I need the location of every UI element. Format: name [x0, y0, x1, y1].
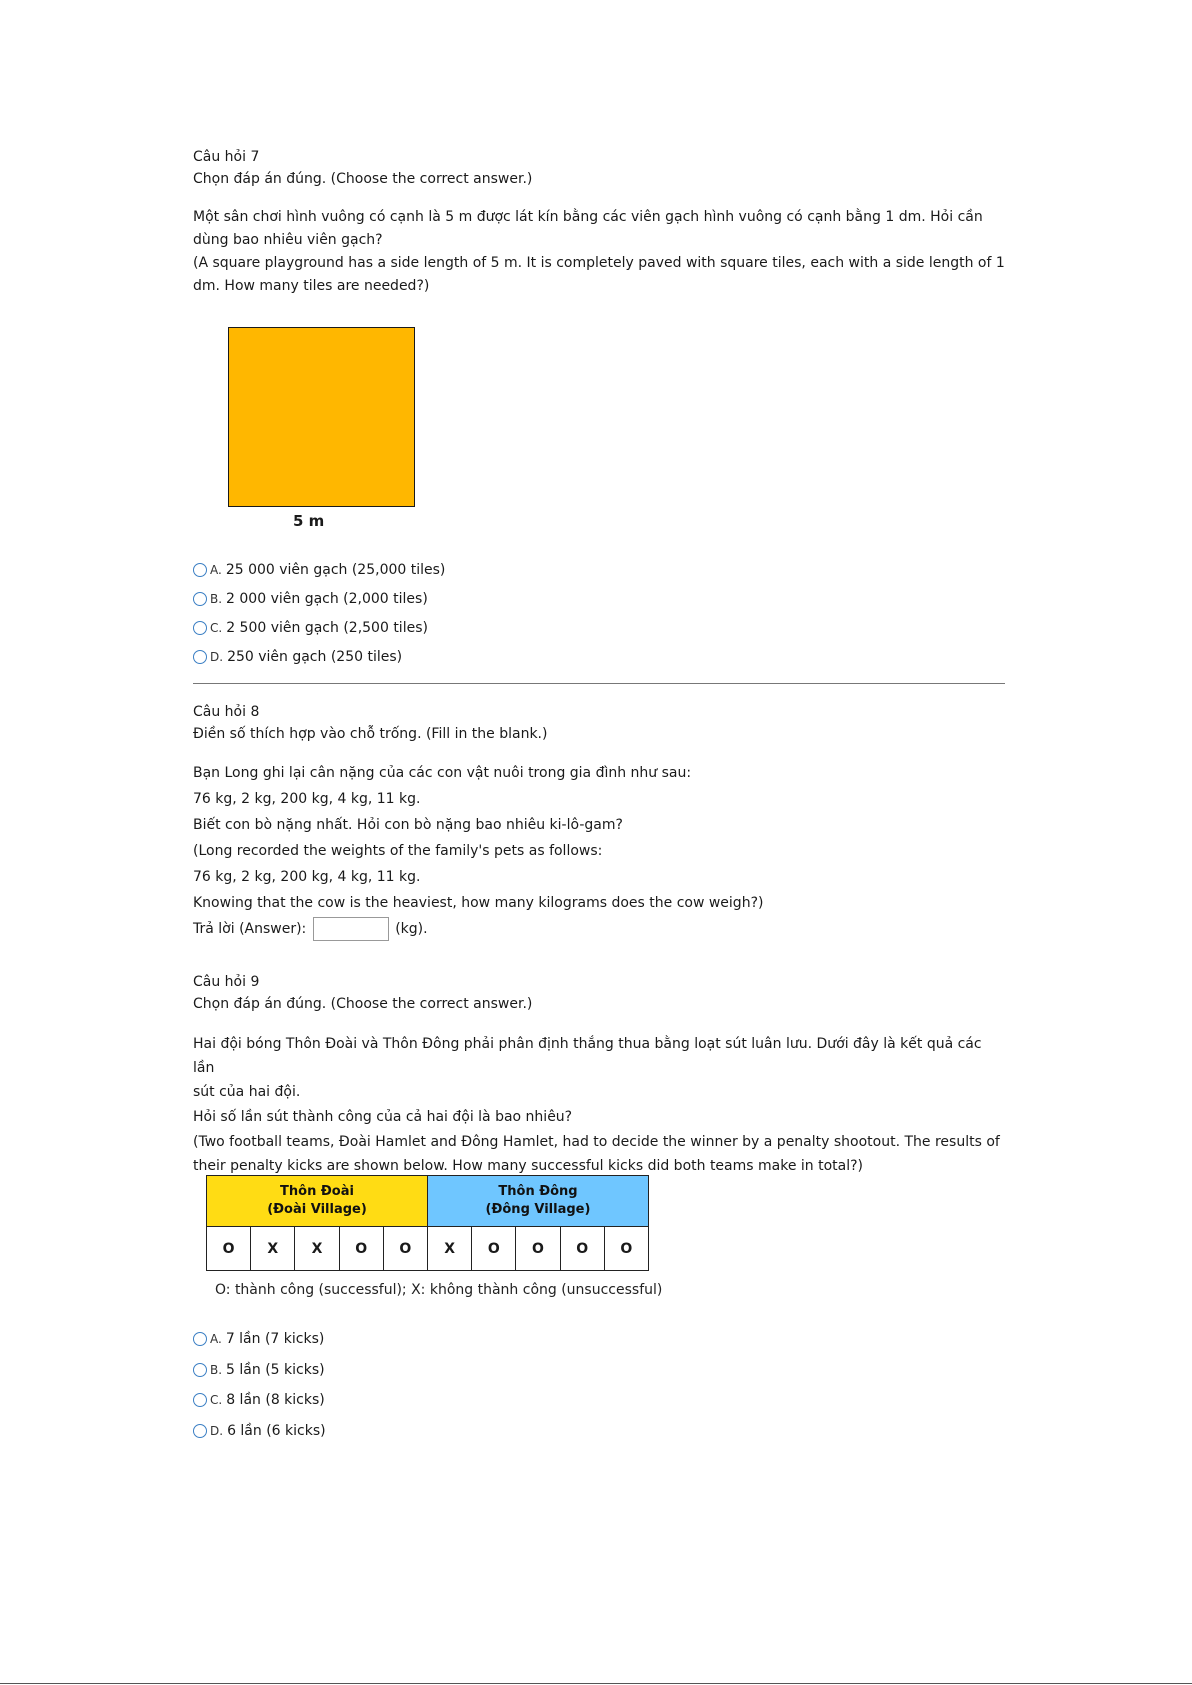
question-9-options [193, 1324, 326, 1446]
radio-icon[interactable] [193, 650, 207, 664]
question-7-instruction: Chọn đáp án đúng. (Choose the correct answer.) [193, 171, 533, 187]
question-7-option-d[interactable] [193, 642, 445, 671]
option-text: 8 lần (8 kicks) [226, 1392, 325, 1409]
question-7-text [193, 206, 1005, 298]
question-8 [193, 701, 1005, 745]
question-9-text-vi-line-1: Hai đội bóng Thôn Đoài và Thôn Đông phải phân định thắng thua bằng loạt sút luân lưu. Dưới đây là kết quả các lần [193, 1036, 982, 1076]
question-7-text-en-line-1: (A square playground has a side length of 5 m. It is completely paved with square tiles, each with a side length of 1 [193, 255, 1005, 271]
team-dong-header [428, 1176, 649, 1227]
question-8-line-3: Biết con bò nặng nhất. Hỏi con bò nặng bao nhiêu ki-lô-gam? [193, 817, 623, 833]
question-7-option-a[interactable] [193, 555, 445, 584]
team-dong-name-en: (Đông Village) [485, 1202, 591, 1217]
question-8-line-4: (Long recorded the weights of the family's pets as follows: [193, 843, 603, 859]
option-letter: D. [210, 649, 224, 664]
option-letter: D. [210, 1423, 224, 1438]
radio-icon[interactable] [193, 1424, 207, 1438]
question-8-line-6: Knowing that the cow is the heaviest, how many kilograms does the cow weigh?) [193, 895, 764, 911]
question-9-text-en-line-1: (Two football teams, Đoài Hamlet and Đông Hamlet, had to decide the winner by a penalty shootout. The results of [193, 1134, 1000, 1150]
question-8-answer-row [193, 916, 1005, 942]
question-9-text-en-line-2: their penalty kicks are shown below. How many successful kicks did both teams make in total?) [193, 1158, 864, 1174]
playground-square-figure [228, 327, 415, 507]
question-9-text [193, 1032, 1005, 1178]
question-7-option-c[interactable] [193, 613, 445, 642]
worksheet-page [193, 0, 1005, 1685]
option-letter: C. [210, 1393, 223, 1408]
question-9 [193, 971, 1005, 1015]
question-8-line-5: 76 kg, 2 kg, 200 kg, 4 kg, 11 kg. [193, 869, 421, 885]
answer-label: Trả lời (Answer): [193, 921, 307, 937]
question-7-text-vi-line-1: Một sân chơi hình vuông có cạnh là 5 m được lát kín bằng các viên gạch hình vuông có cạnh bằng 1 dm. Hỏi cần [193, 209, 983, 225]
kick-result: X [295, 1227, 339, 1271]
question-7-title: Câu hỏi 7 [193, 149, 260, 165]
kick-result: O [560, 1227, 604, 1271]
kick-result: O [472, 1227, 516, 1271]
question-8-line-1: Bạn Long ghi lại cân nặng của các con vật nuôi trong gia đình như sau: [193, 765, 692, 781]
table-legend: O: thành công (successful); X: không thành công (unsuccessful) [215, 1282, 663, 1298]
kick-result: O [604, 1227, 648, 1271]
kick-result: O [207, 1227, 251, 1271]
option-text: 5 lần (5 kicks) [226, 1361, 325, 1378]
radio-icon[interactable] [193, 592, 207, 606]
team-doai-header [207, 1176, 428, 1227]
question-9-title: Câu hỏi 9 [193, 974, 260, 990]
option-text: 7 lần (7 kicks) [225, 1331, 325, 1348]
kick-result: X [428, 1227, 472, 1271]
option-letter: C. [210, 620, 223, 635]
question-7-text-en-line-2: dm. How many tiles are needed?) [193, 278, 430, 294]
penalty-results-table [206, 1175, 649, 1271]
team-doai-name-en: (Đoài Village) [267, 1202, 367, 1217]
question-7 [193, 146, 1005, 190]
question-8-instruction: Điền số thích hợp vào chỗ trống. (Fill in the blank.) [193, 726, 548, 742]
option-text: 25 000 viên gạch (25,000 tiles) [225, 561, 446, 578]
radio-icon[interactable] [193, 1363, 207, 1377]
option-letter: A. [210, 1332, 222, 1347]
page-bottom-rule [0, 1683, 1192, 1684]
question-8-title: Câu hỏi 8 [193, 704, 260, 720]
team-doai-name: Thôn Đoài [280, 1184, 354, 1199]
option-letter: B. [210, 1362, 223, 1377]
kick-result: O [339, 1227, 383, 1271]
answer-unit: (kg). [395, 921, 428, 937]
option-text: 6 lần (6 kicks) [227, 1422, 326, 1439]
option-letter: B. [210, 591, 223, 606]
kick-result: O [516, 1227, 560, 1271]
option-text: 2 000 viên gạch (2,000 tiles) [226, 590, 428, 607]
question-9-option-a[interactable] [193, 1324, 326, 1355]
option-text: 250 viên gạch (250 tiles) [227, 648, 403, 665]
team-dong-name: Thôn Đông [498, 1184, 578, 1199]
question-8-text [193, 760, 1005, 942]
radio-icon[interactable] [193, 1393, 207, 1407]
kick-result: O [383, 1227, 427, 1271]
question-9-option-d[interactable] [193, 1416, 326, 1447]
question-9-text-vi-line-2: sút của hai đội. [193, 1084, 301, 1100]
question-9-option-b[interactable] [193, 1355, 326, 1386]
square-side-label: 5 m [293, 512, 325, 530]
question-9-option-c[interactable] [193, 1385, 326, 1416]
question-9-instruction: Chọn đáp án đúng. (Choose the correct answer.) [193, 996, 533, 1012]
option-letter: A. [210, 562, 222, 577]
question-7-options [193, 555, 445, 671]
option-text: 2 500 viên gạch (2,500 tiles) [226, 619, 428, 636]
answer-input[interactable] [313, 917, 389, 941]
question-7-text-vi-line-2: dùng bao nhiêu viên gạch? [193, 232, 383, 248]
question-9-text-vi-line-3: Hỏi số lần sút thành công của cả hai đội là bao nhiêu? [193, 1109, 573, 1125]
radio-icon[interactable] [193, 621, 207, 635]
question-8-line-2: 76 kg, 2 kg, 200 kg, 4 kg, 11 kg. [193, 791, 421, 807]
radio-icon[interactable] [193, 1332, 207, 1346]
question-divider [193, 683, 1005, 684]
radio-icon[interactable] [193, 563, 207, 577]
question-7-option-b[interactable] [193, 584, 445, 613]
kick-result: X [251, 1227, 295, 1271]
